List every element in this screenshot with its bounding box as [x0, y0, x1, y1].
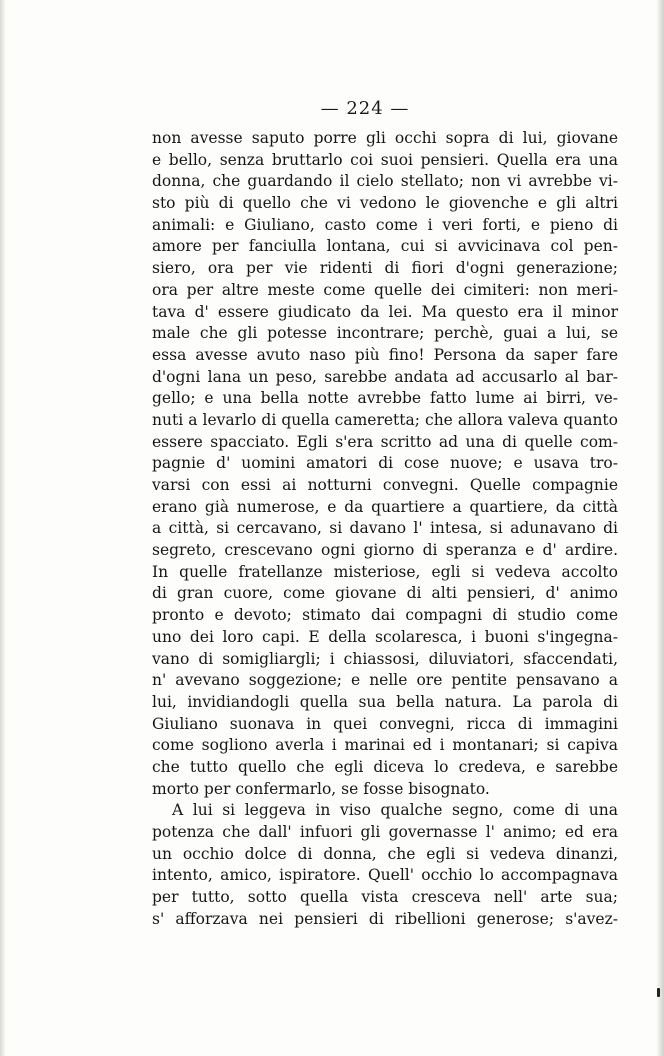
text-line: e bello, senza bruttarlo coi suoi pensieri. Quella era una [152, 150, 618, 169]
page-number: — 224 — [320, 98, 410, 119]
page-right-edge-shadow [656, 0, 664, 1056]
text-line: animali: e Giuliano, casto come i veri forti, e pieno di [152, 215, 618, 234]
text-line: di gran cuore, come giovane di alti pensieri, d' animo [152, 584, 618, 603]
text-line: a città, si cercavano, si davano l' intesa, si adunavano di [152, 519, 618, 538]
text-line: vano di somigliargli; i chiassosi, diluviatori, sfaccendati, [152, 649, 618, 668]
text-line: Giuliano suonava in quei convegni, ricca di immagini [152, 714, 618, 733]
text-line: segreto, crescevano ogni giorno di speranza e d' ardire. [152, 541, 618, 560]
text-line: siero, ora per vie ridenti di fiori d'ogni generazione; [152, 259, 618, 278]
text-line: amore per fanciulla lontana, cui si avvicinava col pen- [152, 237, 618, 256]
text-line: nuti a levarlo di quella cameretta; che allora valeva quanto [152, 410, 618, 429]
paragraph-1 [152, 128, 618, 800]
text-line: n' avevano soggezione; e nelle ore pentite pensavano a [152, 671, 618, 690]
text-line: gello; e una bella notte avrebbe fatto lume ai birri, ve- [152, 389, 618, 408]
paragraph-2 [152, 800, 618, 930]
text-line: A lui si leggeva in viso qualche segno, come di una [172, 801, 618, 820]
text-line: In quelle fratellanze misteriose, egli si vedeva accolto [152, 562, 618, 581]
text-line: sto più di quello che vi vedono le giovenche e gli altri [152, 194, 618, 213]
text-line: pagnie d' uomini amatori di cose nuove; e usava tro- [152, 454, 618, 473]
text-line: erano già numerose, e da quartiere a quartiere, da città [152, 497, 618, 516]
text-line: come sogliono averla i marinai ed i montanari; si capiva [152, 736, 618, 755]
page-header [0, 98, 664, 119]
text-line: ora per altre meste come quelle dei cimiteri: non meri- [152, 280, 618, 299]
text-line: che tutto quello che egli diceva lo credeva, e sarebbe [152, 757, 618, 776]
text-line: pronto e devoto; stimato dai compagni di studio come [152, 606, 618, 625]
ink-speck [657, 988, 660, 997]
text-line: uno dei loro capi. E della scolaresca, i buoni s'ingegna- [152, 627, 618, 646]
text-line: d'ogni lana un peso, sarebbe andata ad accusarlo al bar- [152, 367, 618, 386]
text-line: potenza che dall' infuori gli governasse l' animo; ed era [152, 823, 618, 841]
text-line: s' afforzava nei pensieri di ribellioni generose; s'avez- [152, 909, 618, 928]
text-line: lui, invidiandogli quella sua bella natura. La parola di [152, 692, 618, 711]
body-text [152, 128, 618, 930]
text-line: varsi con essi ai notturni convegni. Quelle compagnie [152, 476, 618, 494]
text-line: morto per confermarlo, se fosse bisognato. [152, 779, 490, 798]
text-line: essa avesse avuto naso più fino! Persona da saper fare [152, 345, 618, 364]
text-line: tava d' essere giudicato da lei. Ma questo era il minor [152, 302, 618, 321]
text-line: per tutto, sotto quella vista cresceva nell' arte sua; [152, 888, 618, 907]
text-line: male che gli potesse incontrare; perchè, guai a lui, se [152, 324, 618, 343]
page-left-edge-shadow [0, 0, 6, 1056]
text-line: donna, che guardando il cielo stellato; non vi avrebbe vi- [152, 172, 618, 191]
text-line: non avesse saputo porre gli occhi sopra di lui, giovane [152, 129, 618, 147]
text-line: essere spacciato. Egli s'era scritto ad una di quelle com- [152, 432, 618, 451]
text-line: un occhio dolce di donna, che egli si vedeva dinanzi, [152, 844, 618, 863]
text-line: intento, amico, ispiratore. Quell' occhio lo accompagnava [152, 866, 618, 885]
